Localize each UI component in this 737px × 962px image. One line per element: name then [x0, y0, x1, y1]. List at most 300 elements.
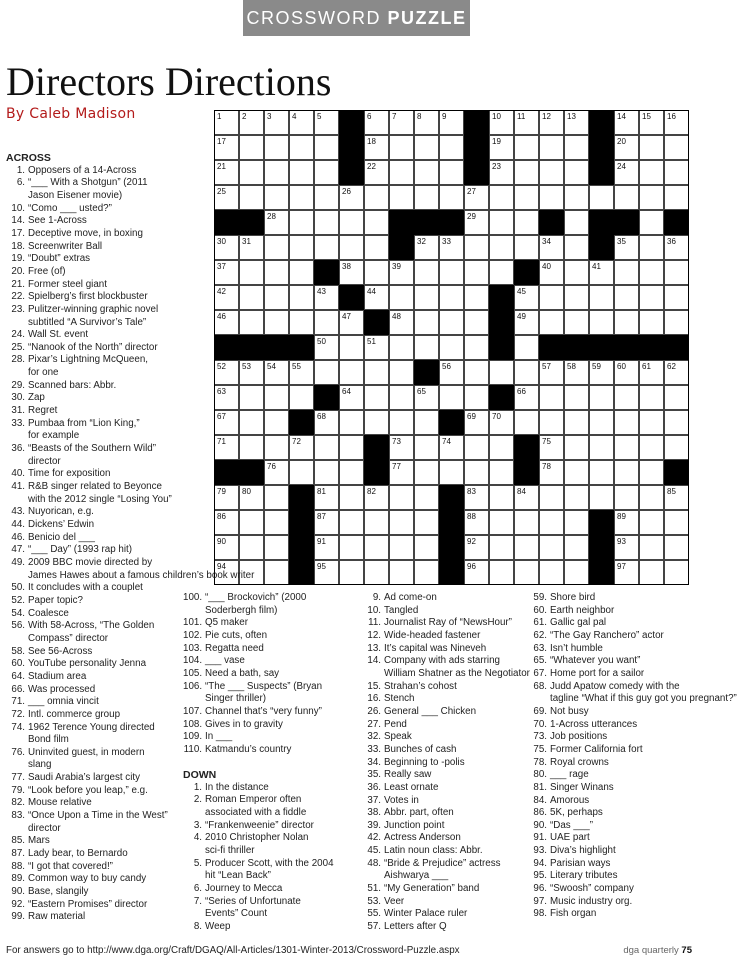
clue-text: Pixar’s Lightning McQueen,	[28, 354, 148, 366]
grid-cell[interactable]	[414, 185, 439, 210]
grid-cell[interactable]	[564, 110, 589, 135]
grid-cell[interactable]	[314, 435, 339, 460]
grid-cell[interactable]	[489, 210, 514, 235]
grid-cell[interactable]	[414, 510, 439, 535]
grid-cell[interactable]	[314, 235, 339, 260]
grid-cell[interactable]	[614, 410, 639, 435]
grid-cell[interactable]	[514, 185, 539, 210]
grid-cell[interactable]	[464, 210, 489, 235]
grid-cell[interactable]	[639, 110, 664, 135]
grid-cell[interactable]	[539, 560, 564, 585]
grid-cell[interactable]	[489, 535, 514, 560]
grid-cell[interactable]	[439, 360, 464, 385]
grid-cell[interactable]	[364, 185, 389, 210]
grid-cell[interactable]	[314, 185, 339, 210]
grid-cell[interactable]	[264, 235, 289, 260]
grid-cell[interactable]	[339, 235, 364, 260]
clue-number-label: 87.	[11, 848, 25, 860]
grid-cell[interactable]	[514, 110, 539, 135]
grid-cell[interactable]	[364, 510, 389, 535]
grid-cell[interactable]	[364, 285, 389, 310]
clue-text: ___ rage	[550, 769, 589, 781]
grid-cell[interactable]	[264, 485, 289, 510]
grid-cell[interactable]	[489, 160, 514, 185]
grid-cell[interactable]	[364, 110, 389, 135]
grid-cell[interactable]	[539, 185, 564, 210]
grid-cell[interactable]	[389, 110, 414, 135]
grid-cell[interactable]	[564, 410, 589, 435]
grid-cell[interactable]	[489, 560, 514, 585]
grid-cell[interactable]	[339, 185, 364, 210]
across-clue	[6, 405, 254, 418]
grid-cell[interactable]	[289, 310, 314, 335]
grid-cell[interactable]	[289, 235, 314, 260]
grid-cell[interactable]	[614, 260, 639, 285]
grid-cell[interactable]	[664, 285, 689, 310]
grid-cell[interactable]	[264, 260, 289, 285]
grid-cell[interactable]	[439, 435, 464, 460]
grid-cell[interactable]	[439, 160, 464, 185]
grid-cell[interactable]	[639, 260, 664, 285]
grid-cell[interactable]	[564, 535, 589, 560]
grid-cell[interactable]	[589, 385, 614, 410]
grid-cell[interactable]	[314, 135, 339, 160]
grid-cell[interactable]	[364, 360, 389, 385]
grid-cell[interactable]	[639, 285, 664, 310]
grid-cell[interactable]	[539, 410, 564, 435]
grid-cell[interactable]	[339, 460, 364, 485]
grid-cell[interactable]	[664, 110, 689, 135]
grid-cell[interactable]	[639, 485, 664, 510]
grid-cell[interactable]	[614, 235, 639, 260]
grid-cell[interactable]	[564, 260, 589, 285]
grid-cell[interactable]	[664, 535, 689, 560]
grid-cell[interactable]	[614, 435, 639, 460]
grid-cell[interactable]	[339, 410, 364, 435]
grid-cell[interactable]	[489, 135, 514, 160]
grid-cell[interactable]	[314, 210, 339, 235]
grid-cell[interactable]	[514, 360, 539, 385]
grid-cell[interactable]	[414, 335, 439, 360]
grid-cell[interactable]	[414, 385, 439, 410]
grid-cell[interactable]	[614, 560, 639, 585]
grid-cell[interactable]	[564, 185, 589, 210]
grid-cell[interactable]	[539, 110, 564, 135]
grid-cell[interactable]	[289, 360, 314, 385]
grid-cell[interactable]	[414, 560, 439, 585]
down-clue	[528, 908, 737, 921]
grid-cell[interactable]	[589, 460, 614, 485]
grid-cell[interactable]	[489, 260, 514, 285]
grid-cell[interactable]	[539, 460, 564, 485]
grid-cell[interactable]	[264, 310, 289, 335]
grid-cell[interactable]	[389, 385, 414, 410]
grid-cell[interactable]	[264, 410, 289, 435]
grid-cell[interactable]	[414, 435, 439, 460]
grid-cell[interactable]	[314, 335, 339, 360]
grid-cell[interactable]	[339, 260, 364, 285]
down-clue	[183, 921, 334, 934]
grid-cell[interactable]	[314, 360, 339, 385]
grid-cell[interactable]	[239, 110, 264, 135]
grid-cell[interactable]	[589, 185, 614, 210]
grid-cell[interactable]	[414, 310, 439, 335]
grid-cell[interactable]	[364, 485, 389, 510]
grid-cell[interactable]	[389, 560, 414, 585]
grid-cell[interactable]	[564, 385, 589, 410]
grid-cell[interactable]	[664, 235, 689, 260]
grid-cell[interactable]	[614, 485, 639, 510]
grid-cell[interactable]	[264, 560, 289, 585]
grid-cell[interactable]	[614, 160, 639, 185]
grid-cell[interactable]	[389, 410, 414, 435]
grid-cell[interactable]	[364, 210, 389, 235]
grid-cell[interactable]	[614, 185, 639, 210]
grid-cell[interactable]	[539, 360, 564, 385]
grid-cell[interactable]	[314, 460, 339, 485]
grid-cell[interactable]	[514, 285, 539, 310]
grid-cell[interactable]	[539, 160, 564, 185]
grid-cell[interactable]	[439, 385, 464, 410]
grid-cell[interactable]	[664, 385, 689, 410]
grid-cell[interactable]	[664, 510, 689, 535]
grid-cell[interactable]	[639, 235, 664, 260]
grid-cell[interactable]	[589, 260, 614, 285]
grid-cell[interactable]	[439, 110, 464, 135]
grid-cell[interactable]	[464, 235, 489, 260]
grid-cell[interactable]	[464, 460, 489, 485]
grid-cell[interactable]	[664, 260, 689, 285]
grid-cell[interactable]	[264, 210, 289, 235]
grid-cell[interactable]	[639, 310, 664, 335]
grid-cell[interactable]	[639, 410, 664, 435]
grid-cell[interactable]	[564, 235, 589, 260]
section-label: CROSSWORD	[246, 8, 381, 28]
grid-cell[interactable]	[314, 110, 339, 135]
grid-cell[interactable]	[389, 485, 414, 510]
grid-cell[interactable]	[264, 135, 289, 160]
grid-cell[interactable]	[589, 310, 614, 335]
grid-cell[interactable]	[464, 360, 489, 385]
grid-cell[interactable]	[439, 460, 464, 485]
grid-cell[interactable]	[389, 260, 414, 285]
black-square	[589, 135, 614, 160]
grid-cell[interactable]	[439, 285, 464, 310]
grid-cell[interactable]	[439, 260, 464, 285]
grid-cell[interactable]	[539, 435, 564, 460]
grid-cell[interactable]	[439, 235, 464, 260]
grid-cell[interactable]	[614, 285, 639, 310]
grid-cell[interactable]	[489, 360, 514, 385]
clue-number-label: 70.	[533, 718, 547, 730]
grid-cell[interactable]	[639, 435, 664, 460]
grid-cell[interactable]	[389, 335, 414, 360]
grid-cell[interactable]	[564, 285, 589, 310]
grid-cell[interactable]	[364, 410, 389, 435]
grid-cell[interactable]	[339, 310, 364, 335]
grid-cell[interactable]	[564, 310, 589, 335]
grid-cell[interactable]	[289, 435, 314, 460]
grid-cell[interactable]	[214, 110, 239, 135]
clue-number: 50	[317, 337, 326, 346]
grid-cell[interactable]	[664, 485, 689, 510]
grid-cell[interactable]	[439, 310, 464, 335]
grid-cell[interactable]	[364, 235, 389, 260]
grid-cell[interactable]	[614, 360, 639, 385]
grid-cell[interactable]	[639, 185, 664, 210]
grid-cell[interactable]	[464, 185, 489, 210]
grid-cell[interactable]	[489, 185, 514, 210]
grid-cell[interactable]	[464, 285, 489, 310]
grid-cell[interactable]	[614, 460, 639, 485]
grid-cell[interactable]	[664, 560, 689, 585]
clue-text: Company with ads starring	[384, 655, 500, 667]
grid-cell[interactable]	[489, 485, 514, 510]
grid-cell[interactable]	[264, 510, 289, 535]
grid-cell[interactable]	[539, 385, 564, 410]
grid-cell[interactable]	[664, 185, 689, 210]
grid-cell[interactable]	[339, 210, 364, 235]
grid-cell[interactable]	[514, 160, 539, 185]
grid-cell[interactable]	[589, 285, 614, 310]
grid-cell[interactable]	[289, 460, 314, 485]
grid-cell[interactable]	[514, 560, 539, 585]
grid-cell[interactable]	[514, 385, 539, 410]
grid-cell[interactable]	[664, 435, 689, 460]
clue-number-label: 59.	[533, 592, 547, 603]
grid-cell[interactable]	[464, 510, 489, 535]
grid-cell[interactable]	[539, 285, 564, 310]
grid-cell[interactable]	[539, 310, 564, 335]
grid-cell[interactable]	[414, 485, 439, 510]
grid-cell[interactable]	[639, 360, 664, 385]
grid-cell[interactable]	[639, 560, 664, 585]
grid-cell[interactable]	[439, 185, 464, 210]
grid-cell[interactable]	[264, 160, 289, 185]
grid-cell[interactable]	[389, 185, 414, 210]
grid-cell[interactable]	[314, 535, 339, 560]
grid-cell[interactable]	[314, 310, 339, 335]
grid-cell[interactable]	[364, 560, 389, 585]
grid-cell[interactable]	[289, 210, 314, 235]
black-square	[614, 210, 639, 235]
clue-text: Pumbaa from “Lion King,”	[28, 417, 140, 429]
grid-cell[interactable]	[464, 335, 489, 360]
grid-cell[interactable]	[289, 385, 314, 410]
grid-cell[interactable]	[664, 310, 689, 335]
grid-cell[interactable]	[564, 435, 589, 460]
grid-cell[interactable]	[339, 335, 364, 360]
grid-cell[interactable]	[264, 535, 289, 560]
grid-cell[interactable]	[264, 110, 289, 135]
grid-cell[interactable]	[389, 285, 414, 310]
grid-cell[interactable]	[339, 435, 364, 460]
grid-cell[interactable]	[539, 235, 564, 260]
grid-cell[interactable]	[564, 210, 589, 235]
grid-cell[interactable]	[439, 335, 464, 360]
grid-cell[interactable]	[514, 210, 539, 235]
grid-cell[interactable]	[489, 110, 514, 135]
clue-text: In ___	[205, 731, 233, 743]
grid-cell[interactable]	[364, 335, 389, 360]
grid-cell[interactable]	[589, 435, 614, 460]
grid-cell[interactable]	[464, 560, 489, 585]
grid-cell[interactable]	[314, 410, 339, 435]
grid-cell[interactable]	[664, 360, 689, 385]
grid-cell[interactable]	[664, 160, 689, 185]
grid-cell[interactable]	[614, 385, 639, 410]
grid-cell[interactable]	[464, 410, 489, 435]
grid-cell[interactable]	[389, 435, 414, 460]
clue-number: 71	[217, 437, 226, 446]
grid-cell[interactable]	[539, 135, 564, 160]
grid-cell[interactable]	[339, 485, 364, 510]
grid-cell[interactable]	[389, 135, 414, 160]
grid-cell[interactable]	[289, 160, 314, 185]
grid-cell[interactable]	[589, 485, 614, 510]
across-clue	[6, 392, 254, 405]
grid-cell[interactable]	[614, 135, 639, 160]
down-clue	[362, 693, 530, 706]
grid-cell[interactable]	[314, 160, 339, 185]
grid-cell[interactable]	[464, 435, 489, 460]
grid-cell[interactable]	[364, 135, 389, 160]
grid-cell[interactable]	[639, 135, 664, 160]
grid-cell[interactable]	[464, 260, 489, 285]
black-square	[664, 210, 689, 235]
grid-cell[interactable]	[414, 135, 439, 160]
grid-cell[interactable]	[489, 435, 514, 460]
grid-cell[interactable]	[339, 360, 364, 385]
grid-cell[interactable]	[314, 510, 339, 535]
grid-cell[interactable]	[364, 260, 389, 285]
grid-cell[interactable]	[639, 160, 664, 185]
grid-cell[interactable]	[514, 535, 539, 560]
grid-cell[interactable]	[264, 435, 289, 460]
grid-cell[interactable]	[364, 385, 389, 410]
grid-cell[interactable]	[264, 360, 289, 385]
grid-cell[interactable]	[314, 560, 339, 585]
grid-cell[interactable]	[564, 560, 589, 585]
grid-cell[interactable]	[564, 135, 589, 160]
grid-cell[interactable]	[414, 160, 439, 185]
grid-cell[interactable]	[564, 485, 589, 510]
grid-cell[interactable]	[639, 210, 664, 235]
grid-cell[interactable]	[514, 335, 539, 360]
grid-cell[interactable]	[614, 535, 639, 560]
grid-cell[interactable]	[639, 460, 664, 485]
grid-cell[interactable]	[539, 260, 564, 285]
grid-cell[interactable]	[364, 160, 389, 185]
grid-cell[interactable]	[414, 460, 439, 485]
grid-cell[interactable]	[589, 360, 614, 385]
grid-cell[interactable]	[264, 285, 289, 310]
clue-text: Literary tributes	[550, 870, 618, 882]
grid-cell[interactable]	[514, 135, 539, 160]
across-clue	[6, 279, 254, 292]
across-clue	[6, 291, 254, 304]
grid-cell[interactable]	[414, 260, 439, 285]
grid-cell[interactable]	[389, 535, 414, 560]
grid-cell[interactable]	[514, 410, 539, 435]
grid-cell[interactable]	[289, 185, 314, 210]
clue-number-label: 104.	[183, 655, 203, 667]
grid-cell[interactable]	[439, 135, 464, 160]
clue-number-label: 54.	[11, 607, 25, 619]
grid-cell[interactable]	[414, 285, 439, 310]
grid-cell[interactable]	[564, 510, 589, 535]
grid-cell[interactable]	[489, 460, 514, 485]
grid-cell[interactable]	[339, 560, 364, 585]
across-clue	[183, 744, 334, 757]
grid-cell[interactable]	[614, 510, 639, 535]
grid-cell[interactable]	[539, 485, 564, 510]
grid-cell[interactable]	[339, 385, 364, 410]
grid-cell[interactable]	[464, 535, 489, 560]
grid-cell[interactable]	[464, 310, 489, 335]
grid-cell[interactable]	[389, 360, 414, 385]
grid-cell[interactable]	[414, 535, 439, 560]
grid-cell[interactable]	[564, 160, 589, 185]
grid-cell[interactable]	[614, 110, 639, 135]
grid-cell[interactable]	[539, 535, 564, 560]
grid-cell[interactable]	[389, 310, 414, 335]
grid-cell[interactable]	[289, 260, 314, 285]
grid-cell[interactable]	[664, 410, 689, 435]
clue-text: Letters after Q	[384, 921, 447, 933]
grid-cell[interactable]	[289, 285, 314, 310]
grid-cell[interactable]	[414, 235, 439, 260]
grid-cell[interactable]	[264, 385, 289, 410]
clue-number: 81	[317, 487, 326, 496]
grid-cell[interactable]	[414, 110, 439, 135]
grid-cell[interactable]	[664, 135, 689, 160]
grid-cell[interactable]	[514, 235, 539, 260]
grid-cell[interactable]	[264, 185, 289, 210]
grid-cell[interactable]	[414, 410, 439, 435]
grid-cell[interactable]	[489, 510, 514, 535]
grid-cell[interactable]	[564, 460, 589, 485]
grid-cell[interactable]	[539, 510, 564, 535]
grid-cell[interactable]	[314, 285, 339, 310]
grid-cell[interactable]	[639, 510, 664, 535]
grid-cell[interactable]	[639, 535, 664, 560]
grid-cell[interactable]	[289, 135, 314, 160]
grid-cell[interactable]	[289, 110, 314, 135]
grid-cell[interactable]	[264, 460, 289, 485]
grid-cell[interactable]	[489, 410, 514, 435]
grid-cell[interactable]	[639, 385, 664, 410]
grid-cell[interactable]	[389, 460, 414, 485]
grid-cell[interactable]	[514, 310, 539, 335]
clue-number: 16	[667, 112, 676, 121]
grid-cell[interactable]	[564, 360, 589, 385]
grid-cell[interactable]	[514, 485, 539, 510]
grid-cell[interactable]	[389, 510, 414, 535]
grid-cell[interactable]	[339, 535, 364, 560]
grid-cell[interactable]	[464, 385, 489, 410]
grid-cell[interactable]	[514, 510, 539, 535]
down-clue	[528, 630, 737, 643]
grid-cell[interactable]	[614, 310, 639, 335]
grid-cell[interactable]	[589, 410, 614, 435]
grid-cell[interactable]	[339, 510, 364, 535]
grid-cell[interactable]	[389, 160, 414, 185]
grid-cell[interactable]	[364, 535, 389, 560]
grid-cell[interactable]	[464, 485, 489, 510]
grid-cell[interactable]	[314, 485, 339, 510]
grid-cell[interactable]	[489, 235, 514, 260]
